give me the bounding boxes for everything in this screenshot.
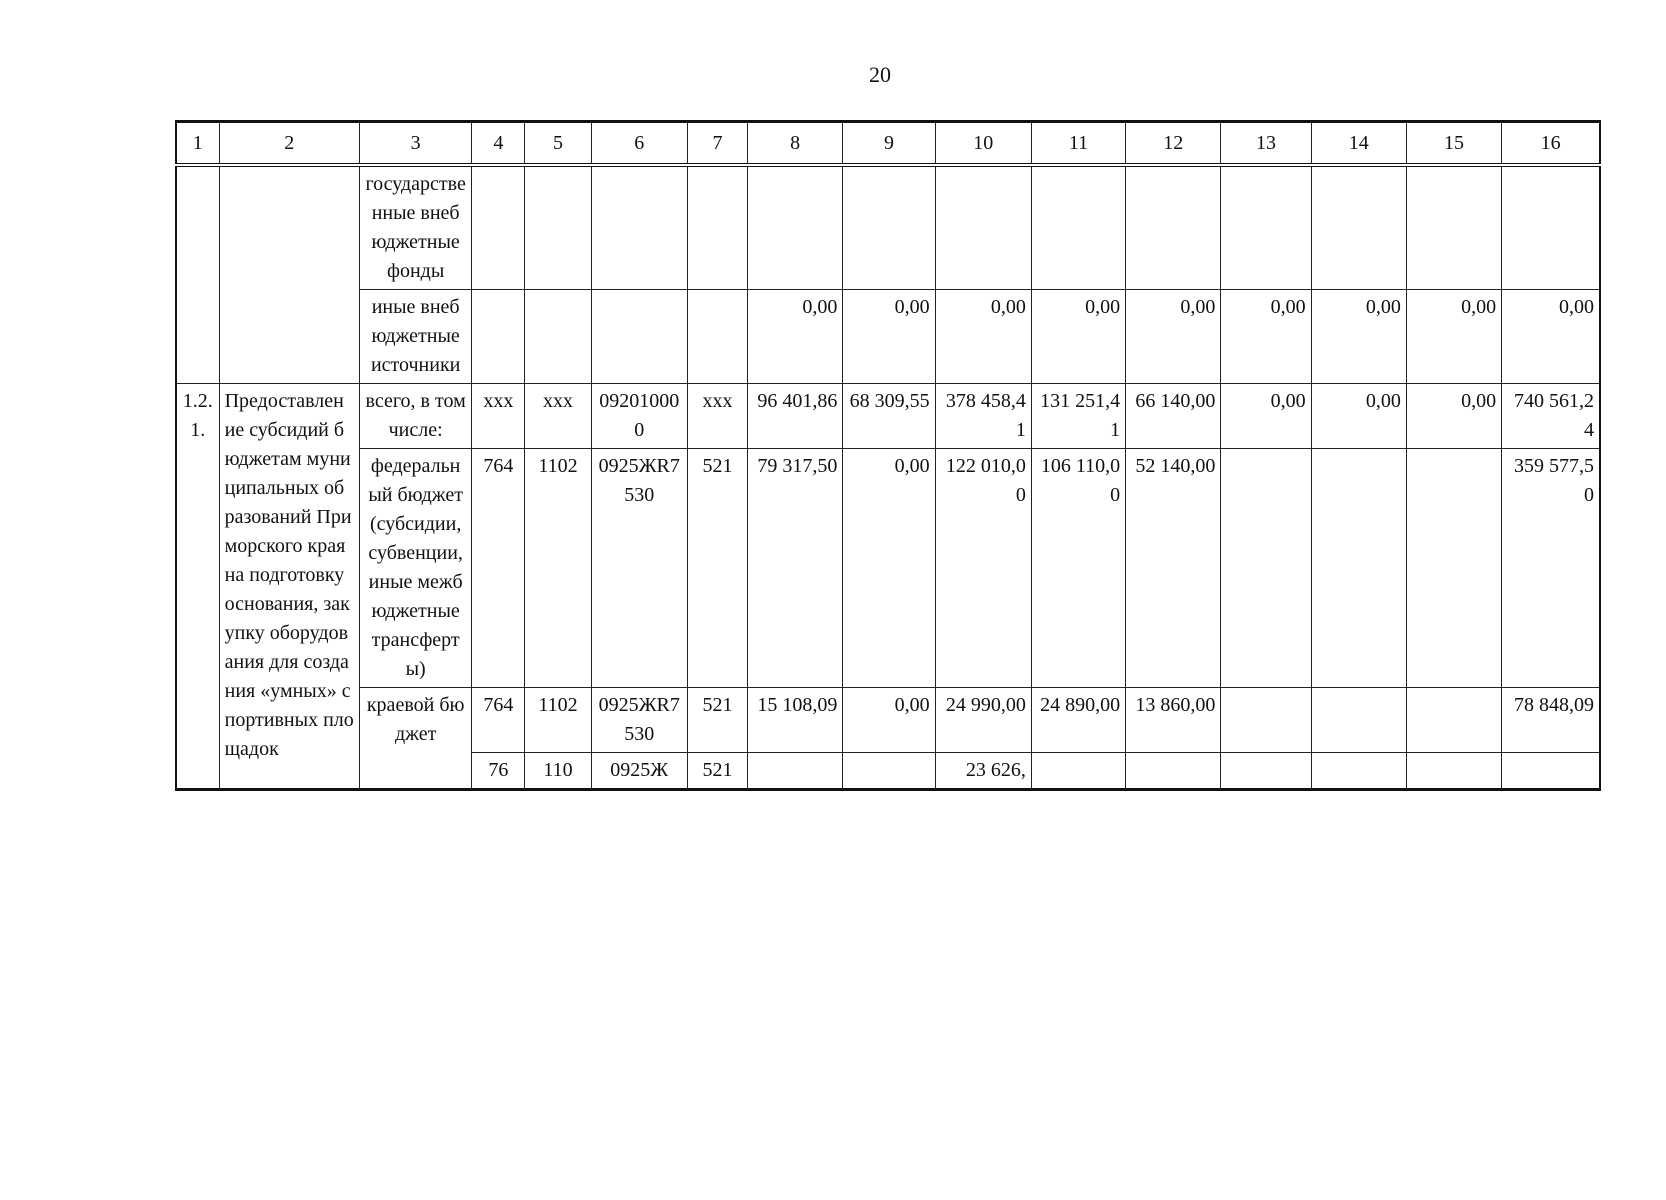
empty-cell (525, 165, 591, 290)
empty-cell (1031, 165, 1125, 290)
code-cell: 76 (472, 753, 525, 790)
value-cell: 24 990,00 (935, 688, 1031, 753)
code-cell: ххх (472, 384, 525, 449)
header-cell: 9 (843, 122, 935, 166)
empty-cell (687, 290, 747, 384)
value-cell (1406, 753, 1501, 790)
empty-cell (687, 165, 747, 290)
header-cell: 3 (360, 122, 472, 166)
code-cell: 0925ЖR7530 (591, 688, 687, 753)
header-cell: 16 (1502, 122, 1600, 166)
source-label: федеральный бюджет (субсидии, субвенции, иные межбюджетные трансферты) (360, 449, 472, 688)
header-cell: 13 (1221, 122, 1311, 166)
value-cell: 79 317,50 (748, 449, 843, 688)
code-cell: ххх (525, 384, 591, 449)
value-cell (748, 753, 843, 790)
value-cell (843, 753, 935, 790)
code-cell: 764 (472, 449, 525, 688)
row-other-sources (176, 290, 1600, 384)
budget-table (175, 120, 1601, 791)
value-cell: 13 860,00 (1126, 688, 1221, 753)
header-cell: 1 (176, 122, 219, 166)
header-cell: 15 (1406, 122, 1501, 166)
source-label: иные внебюджетные источники (360, 290, 472, 384)
empty-cell (591, 290, 687, 384)
code-cell: 521 (687, 753, 747, 790)
value-cell: 0,00 (1502, 290, 1600, 384)
value-cell: 52 140,00 (1126, 449, 1221, 688)
empty-cell (1406, 165, 1501, 290)
source-label: всего, в том числе: (360, 384, 472, 449)
empty-cell (935, 165, 1031, 290)
value-cell: 0,00 (935, 290, 1031, 384)
value-cell: 0,00 (1221, 290, 1311, 384)
header-cell: 12 (1126, 122, 1221, 166)
value-cell (1221, 753, 1311, 790)
header-cell: 14 (1311, 122, 1406, 166)
value-cell (1406, 688, 1501, 753)
empty-cell (472, 290, 525, 384)
value-cell (1311, 753, 1406, 790)
item-name: Предоставление субсидий бюджетам муниципальных образований Приморского края на подготовку основания, закупку оборудования для создания «умных» спортивных площадок (219, 384, 359, 790)
source-label: краевой бюджет (360, 688, 472, 790)
value-cell: 96 401,86 (748, 384, 843, 449)
value-cell (1031, 753, 1125, 790)
value-cell: 106 110,00 (1031, 449, 1125, 688)
row-federal (176, 449, 1600, 688)
code-cell: 1102 (525, 449, 591, 688)
empty-cell (219, 165, 359, 384)
code-cell: 110 (525, 753, 591, 790)
value-cell (1221, 449, 1311, 688)
header-cell: 11 (1031, 122, 1125, 166)
value-cell (1502, 753, 1600, 790)
value-cell: 0,00 (843, 688, 935, 753)
value-cell: 131 251,41 (1031, 384, 1125, 449)
empty-cell (176, 165, 219, 384)
value-cell: 0,00 (748, 290, 843, 384)
code-cell: ххх (687, 384, 747, 449)
value-cell (1311, 688, 1406, 753)
value-cell: 66 140,00 (1126, 384, 1221, 449)
empty-cell (525, 290, 591, 384)
value-cell: 122 010,00 (935, 449, 1031, 688)
value-cell (1126, 753, 1221, 790)
value-cell: 359 577,50 (1502, 449, 1600, 688)
value-cell: 23 626, (935, 753, 1031, 790)
value-cell: 0,00 (843, 449, 935, 688)
header-cell: 7 (687, 122, 747, 166)
empty-cell (843, 165, 935, 290)
code-cell: 521 (687, 449, 747, 688)
header-cell: 8 (748, 122, 843, 166)
page-number: 20 (869, 62, 891, 87)
code-cell: 0925Ж (591, 753, 687, 790)
item-index: 1.2.1. (176, 384, 219, 790)
row-regional (176, 688, 1600, 753)
value-cell: 0,00 (1221, 384, 1311, 449)
value-cell: 0,00 (1311, 290, 1406, 384)
value-cell: 0,00 (1406, 290, 1501, 384)
value-cell: 68 309,55 (843, 384, 935, 449)
header-cell: 5 (525, 122, 591, 166)
empty-cell (748, 165, 843, 290)
header-cell: 6 (591, 122, 687, 166)
value-cell: 0,00 (1311, 384, 1406, 449)
row-total (176, 384, 1600, 449)
value-cell: 378 458,41 (935, 384, 1031, 449)
empty-cell (472, 165, 525, 290)
header-cell: 4 (472, 122, 525, 166)
value-cell: 0,00 (843, 290, 935, 384)
empty-cell (1502, 165, 1600, 290)
value-cell (1406, 449, 1501, 688)
value-cell: 740 561,24 (1502, 384, 1600, 449)
value-cell: 0,00 (1406, 384, 1501, 449)
value-cell: 0,00 (1126, 290, 1221, 384)
header-row (176, 122, 1600, 166)
value-cell: 78 848,09 (1502, 688, 1600, 753)
empty-cell (1311, 165, 1406, 290)
value-cell: 15 108,09 (748, 688, 843, 753)
code-cell: 521 (687, 688, 747, 753)
value-cell (1221, 688, 1311, 753)
code-cell: 764 (472, 688, 525, 753)
value-cell (1311, 449, 1406, 688)
header-cell: 10 (935, 122, 1031, 166)
header-cell: 2 (219, 122, 359, 166)
empty-cell (1221, 165, 1311, 290)
code-cell: 092010000 (591, 384, 687, 449)
empty-cell (1126, 165, 1221, 290)
empty-cell (591, 165, 687, 290)
source-label: государственные внебюджетные фонды (360, 165, 472, 290)
code-cell: 1102 (525, 688, 591, 753)
row-gov-funds (176, 165, 1600, 290)
code-cell: 0925ЖR7530 (591, 449, 687, 688)
value-cell: 24 890,00 (1031, 688, 1125, 753)
value-cell: 0,00 (1031, 290, 1125, 384)
